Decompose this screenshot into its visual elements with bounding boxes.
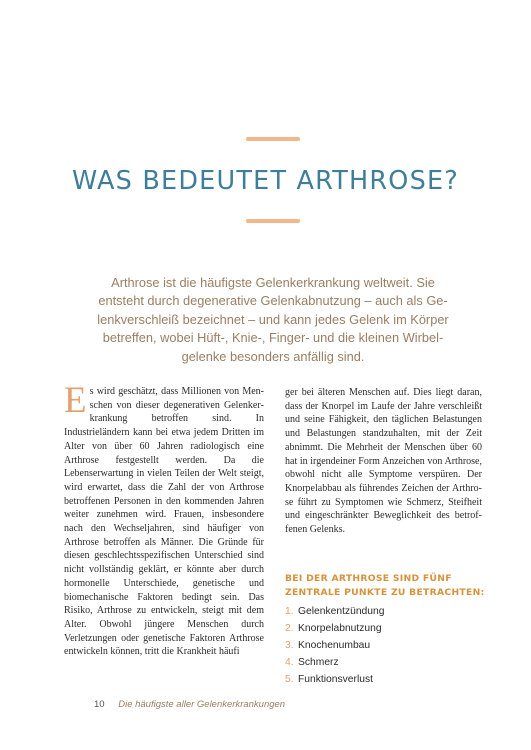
list-item bbox=[285, 603, 485, 620]
list-text: Funktionsverlust bbox=[298, 674, 373, 686]
running-footer-title: Die häufigste aller Gelenkerkrankungen bbox=[118, 699, 286, 710]
list-text: Knorpelabnutzung bbox=[298, 623, 382, 635]
list-text: Gelenkentzündung bbox=[298, 606, 385, 617]
list-number: 3. bbox=[285, 640, 294, 652]
decorative-rule-top bbox=[246, 137, 300, 141]
body-left-text: s wird geschätzt, dass Millionen von Menschen von dieser degenerativen Gelenkerkrankung betroffen sind. In Industrieländern kann bei etwa jedem Dritten im Alter von über 60 Jahren radiologisch eine Arthrose festgestellt werden. Da die Lebenserwartung in vielen Teilen der Welt steigt, wird erwartet, dass die Zahl der von Arthrose betroffenen Personen in den kommenden Jahren weiter zunehmen wird. Frauen, insbesondere nach den Wechseljahren, sind häufiger von Arthrose betroffen als Männer. Die Gründe für diesen geschlechtsspezifischen Unterschied sind nicht vollständig geklärt, er könnte aber durch hormonelle Unterschiede, genetische und biomechanische Faktoren bedingt sein. Das Risiko, Arthrose zu entwickeln, steigt mit dem Alter. Obwohl jüngere Menschen durch Verletzungen oder genetische Faktoren Arthrose entwickeln können, tritt die Krankheit häufi bbox=[64, 386, 264, 658]
body-column-right: ger bei älteren Menschen auf. Dies liegt daran, dass der Knorpel im Laufe der Jahre verschleißt und seine Fähigkeit, den täglichen Belastungen und Belastungen standzuhalten, mit der Zeit abnimmt. Die Mehrheit der Menschen über 60 hat in irgendeiner Form Anzeichen von Arthrose, obwohl nicht alle Symptome verspüren. Der Knorpelabbau als führendes Zeichen der Arthrose führt zu Symptomen wie Schmerz, Steifheit und eingeschränkter Beweglichkeit des betroffenen Gelenks. bbox=[285, 387, 482, 536]
list-number: 5. bbox=[285, 674, 294, 686]
list-text: Knochenumbau bbox=[298, 640, 371, 652]
page-footer bbox=[94, 699, 285, 710]
page-title: WAS BEDEUTET ARTHROSE? bbox=[71, 166, 460, 196]
decorative-rule-bottom bbox=[246, 219, 300, 223]
list-item bbox=[285, 637, 485, 654]
list-text: Schmerz bbox=[298, 657, 339, 669]
points-heading: BEI DER ARTHROSE SIND FÜNF ZENTRALE PUNKTE ZU BETRACHTEN: bbox=[285, 573, 485, 598]
list-item bbox=[285, 671, 485, 688]
list-number: 4. bbox=[285, 657, 294, 669]
list-item bbox=[285, 620, 485, 637]
page-number: 10 bbox=[94, 699, 105, 710]
drop-cap: E bbox=[64, 380, 87, 421]
points-list bbox=[285, 603, 485, 688]
list-number: 2. bbox=[285, 623, 294, 635]
body-column-left bbox=[64, 380, 264, 659]
list-number: 1. bbox=[285, 606, 294, 617]
intro-paragraph: Arthrose ist die häufigste Gelenkerkrankung weltweit. Sie entsteht durch degenerative Gelenkabnutzung – auch als Gelenkverschleiß bezeichnet – und kann jedes Gelenk im Körper betreffen, wobei Hüft-, Knie-, Finger- und die kleinen Wirbelgelenke besonders anfällig sind. bbox=[97, 275, 449, 364]
list-item bbox=[285, 654, 485, 671]
